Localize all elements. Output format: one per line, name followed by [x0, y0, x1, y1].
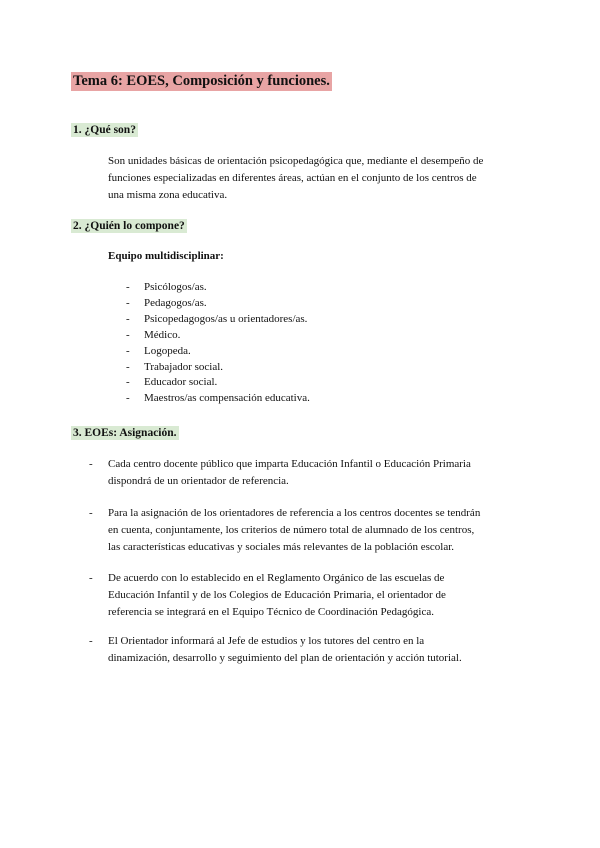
list-bullet: -: [126, 360, 130, 373]
paragraph-line: funciones especializadas en diferentes áreas, actúan en el conjunto de los centros de: [108, 172, 477, 184]
team-subheading: Equipo multidisciplinar:: [108, 250, 224, 262]
list-item: [126, 360, 310, 376]
paragraph-line: Son unidades básicas de orientación psicopedagógica que, mediante el desempeño de: [108, 155, 484, 167]
list-bullet: -: [126, 328, 130, 341]
bullet-line: Para la asignación de los orientadores de referencia a los centros docentes se tendrán: [108, 507, 481, 519]
list-bullet: -: [126, 312, 130, 325]
list-bullet: -: [126, 281, 130, 293]
section-heading-quien-lo-compone: 2. ¿Quién lo compone?: [73, 220, 185, 232]
section-heading-que-son: 1. ¿Qué son?: [73, 124, 136, 136]
team-members-list: [126, 280, 310, 407]
list-item: [126, 312, 310, 328]
bullet-line: en cuenta, conjuntamente, los criterios de número total de alumnado de los centros,: [108, 524, 475, 536]
bullet-line: referencia se integrará en el Equipo Técnico de Coordinación Pedagógica.: [108, 606, 434, 618]
list-item: [126, 328, 310, 344]
list-bullet: -: [89, 635, 93, 647]
list-item: [126, 344, 310, 360]
list-item-text: Médico.: [144, 328, 181, 341]
bullet-text: [108, 570, 446, 621]
list-item: [89, 505, 480, 556]
bullet-text: [108, 505, 480, 556]
list-bullet: -: [89, 458, 93, 470]
list-item: [126, 296, 310, 312]
list-item-text: Logopeda.: [144, 344, 191, 357]
list-item: [89, 456, 471, 490]
list-item-text: Maestros/as compensación educativa.: [144, 392, 310, 405]
bullet-text: [108, 456, 471, 490]
paragraph-line: una misma zona educativa.: [108, 189, 228, 201]
bullet-line: De acuerdo con lo establecido en el Reglamento Orgánico de las escuelas de: [108, 572, 445, 584]
list-item-text: Pedagogos/as.: [144, 296, 207, 309]
list-item: [126, 375, 310, 391]
list-bullet: -: [89, 507, 93, 519]
bullet-line: Educación Infantil y de los Colegios de Educación Primaria, el orientador de: [108, 589, 446, 601]
list-bullet: -: [126, 296, 130, 309]
bullet-line: dinamización, desarrollo y seguimiento del plan de orientación y acción tutorial.: [108, 652, 462, 664]
list-item-text: Educador social.: [144, 376, 218, 389]
list-bullet: -: [126, 376, 130, 389]
bullet-text: [108, 633, 462, 667]
list-bullet: -: [89, 572, 93, 584]
list-item-text: Psicopedagogos/as u orientadores/as.: [144, 312, 308, 325]
bullet-line: Cada centro docente público que imparta Educación Infantil o Educación Primaria: [108, 458, 471, 470]
list-item: [89, 633, 462, 667]
list-bullet: -: [126, 392, 130, 405]
list-item: [126, 280, 310, 296]
document-title: Tema 6: EOES, Composición y funciones.: [73, 73, 330, 89]
section-paragraph-que-son: [108, 153, 528, 204]
list-item: [126, 391, 310, 407]
section-heading-asignacion: 3. EOEs: Asignación.: [73, 427, 177, 439]
list-bullet: -: [126, 344, 130, 357]
list-item-text: Psicólogos/as.: [144, 281, 207, 293]
bullet-line: dispondrá de un orientador de referencia.: [108, 475, 289, 487]
bullet-line: El Orientador informará al Jefe de estudios y los tutores del centro en la: [108, 635, 425, 647]
list-item-text: Trabajador social.: [144, 360, 224, 373]
bullet-line: las características educativas y sociales más relevantes de la población escolar.: [108, 541, 455, 553]
list-item: [89, 570, 446, 621]
